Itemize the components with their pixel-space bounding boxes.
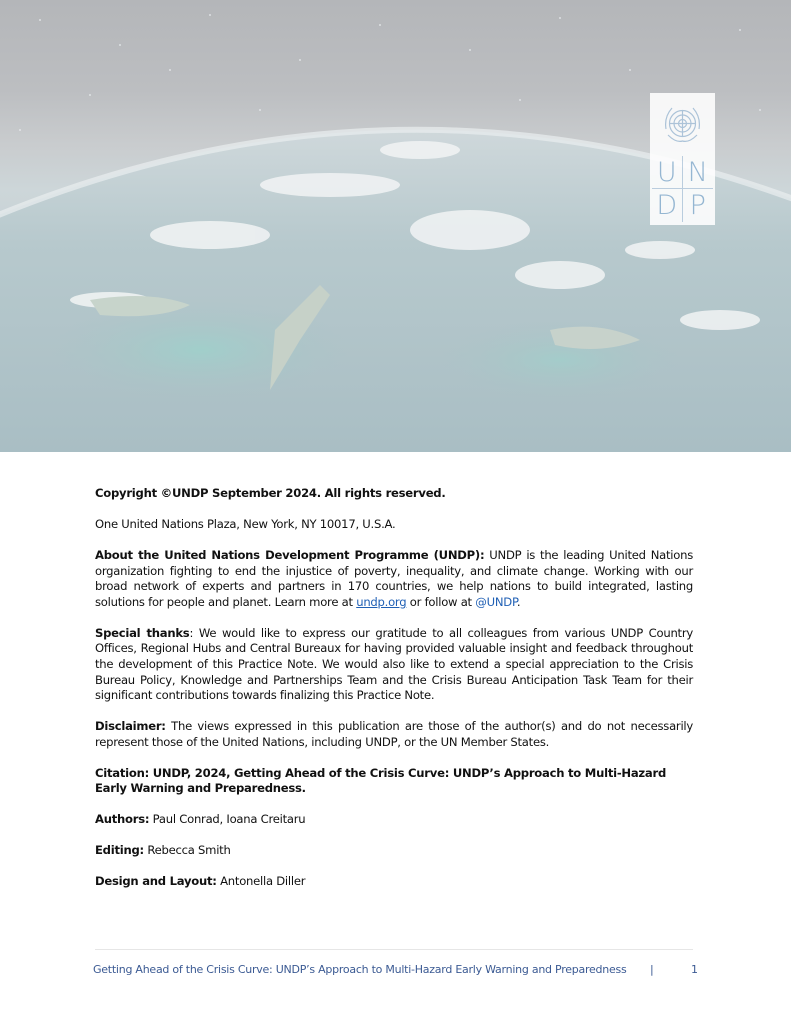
footer-divider — [95, 949, 693, 950]
page-footer — [93, 963, 699, 979]
disclaimer-label: Disclaimer: — [95, 719, 166, 734]
about-undp-paragraph: About the United Nations Development Programme (UNDP): UNDP is the leading United Nations organization fighting to end the injustice of poverty, inequality, and climate change. Working with our broad network of experts and partners in 170 countries, we help nations to build integrated, lasting solutions for people and planet. Learn more at undp.org or follow at @UNDP. — [95, 547, 693, 609]
citation: Citation: UNDP, 2024, Getting Ahead of the Crisis Curve: UNDP’s Approach to Multi-Hazard Early Warning and Preparedness. — [95, 765, 667, 796]
thanks-label: Special thanks — [95, 625, 190, 640]
un-emblem-icon — [658, 99, 707, 148]
page-number: 1 — [691, 963, 698, 976]
logo-letter-p: P — [689, 190, 706, 221]
footer-title: Getting Ahead of the Crisis Curve: UNDP’s Approach to Multi-Hazard Early Warning and Preparedness — [93, 963, 627, 976]
colophon — [95, 486, 693, 905]
undp-social-link[interactable]: @UNDP — [475, 594, 517, 609]
logo-letter-d: D — [652, 189, 683, 222]
undp-logo — [650, 93, 715, 225]
logo-letter-u: U — [652, 156, 683, 189]
copyright-notice: Copyright ©UNDP September 2024. All rights reserved. — [95, 486, 446, 500]
about-label: About the United Nations Development Programme (UNDP): — [95, 547, 485, 562]
footer-separator: | — [650, 963, 654, 976]
authors: Authors: Paul Conrad, Ioana Creitaru — [95, 812, 306, 827]
address: One United Nations Plaza, New York, NY 10017, U.S.A. — [95, 516, 396, 531]
undp-org-link[interactable]: undp.org — [356, 594, 407, 609]
editing: Editing: Rebecca Smith — [95, 843, 231, 858]
cover-hero-image — [0, 0, 791, 452]
earth-from-space-image — [0, 0, 791, 452]
disclaimer-paragraph: Disclaimer: The views expressed in this publication are those of the author(s) and do not necessarily represent those of the United Nations, including UNDP, or the UN Member States. — [95, 719, 693, 749]
special-thanks-paragraph: Special thanks: We would like to express our gratitude to all colleagues from various UNDP Country Offices, Regional Hubs and Central Bureaux for having provided valuable insight and feedback throughout the development of this Practice Note. We would also like to extend a special appreciation to the Crisis Bureau Policy, Knowledge and Partnerships Team and the Crisis Bureau Anticipation Task Team for their significant contributions towards finalizing this Practice Note. — [95, 625, 693, 703]
design-layout: Design and Layout: Antonella Diller — [95, 874, 306, 889]
logo-letter-n: N — [683, 156, 714, 189]
